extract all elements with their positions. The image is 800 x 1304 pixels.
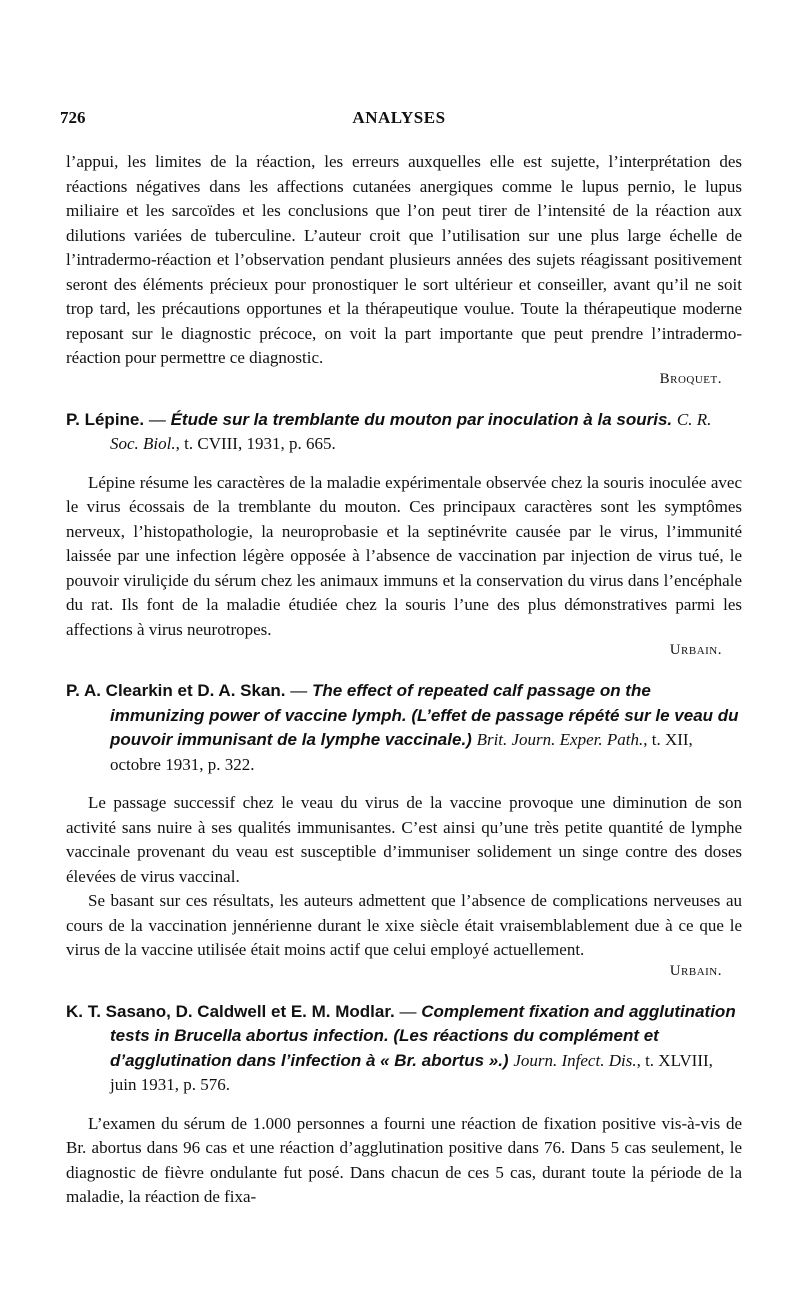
entry-dash: — [144,409,171,429]
entry-paragraph: Lépine résume les caractères de la maladie expérimentale observée chez la souris inoculée avec le virus écossais de la tremblante du mouton. Ces principaux caractères sont les symptômes nerveux, l’histopathologie, la neuroprobasie et la septinévrite causée par le virus, l’immunité laissée par une infection légère opposée à l’absence de vaccination par injection de virus tué, le pouvoir viruliçide du sérum chez les animaux immuns et la conservation du virus dans l’encéphale du rat. Ils font de la maladie étudiée chez la souris l’une des plus démonstratives parmi les affections à virus neurotropes. [66,472,742,639]
entry-title: The effect of repeated calf passage on the immunizing power of vaccine lymph. (L’effet de passage répété sur le veau du pouvoir immunisant de la lymphe vaccinale.) [110,681,739,749]
entry-paragraph: Le passage successif chez le veau du virus de la vaccine provoque une diminution de son activité sans nuire à ses qualités immunisantes. C’est ainsi qu’une très petite quantité de lymphe vaccinale provenant du veau est susceptible d’immuniser solidement un singe contre des doses élevées de virus vaccinal. [66,793,742,886]
entry-dash: — [285,681,312,700]
entry-authors: P. A. Clearkin et D. A. Skan. [66,681,286,700]
entry-reference: , t. XII, octobre 1931, p. 322. [110,730,693,774]
review-entry-clearkin-skan [66,679,742,980]
entry-journal: Journ. Infect. Dis. [513,1050,637,1070]
entry-authors: K. T. Sasano, D. Caldwell et E. M. Modlar. [66,1001,395,1021]
review-entry-lepine [66,408,742,660]
entry-heading [66,1000,742,1098]
entry-signature: Urbain. [669,642,722,658]
entry-reference: , t. CVIII, 1931, p. 665. [175,434,336,453]
page-header [60,108,738,136]
entry-body [66,471,742,660]
intro-paragraph: l’appui, les limites de la réaction, les erreurs auxquelles elle est sujette, l’interprétation des réactions négatives dans les affections cutanées anergiques comme le lupus pernio, le lupus miliaire et les sarcoïdes et les conclusions que l’on peut tirer de l’intensité de la réaction aux dilutions variées de tuberculine. L’auteur croit que l’utilisation sur une plus large échelle de l’intradermo-réaction et l’observation pendant plusieurs années des sujets réagissant positivement seront des éléments précieux pour pronostiquer le sort ultérieur et conseiller, avant qu’il ne soit trop tard, les précautions opportunes et la thérapeutique voulue. Toute la thérapeutique moderne reposant sur le diagnostic précoce, on voit la part importante que peut prendre l’intradermo-réaction pour permettre ce diagnostic. [66,152,742,367]
page-number: 726 [60,108,86,127]
entry-signature: Urbain. [669,962,722,979]
entry-journal: C. R. Soc. Biol. [110,409,712,453]
running-head: ANALYSES [352,108,446,127]
entry-dash: — [394,1001,422,1021]
entry-heading [66,408,742,457]
entry-title: Complement fixation and agglutination tests in Brucella abortus infection. (Les réactions du complément et d’agglutination dans l’infection à « Br. abortus ».) [110,1001,736,1070]
entry-title: Étude sur la tremblante du mouton par inoculation à la souris. [170,409,673,429]
entry-body [66,791,742,980]
entry-reference: , t. XLVIII, juin 1931, p. 576. [110,1050,713,1094]
entry-heading [66,679,742,777]
intro-block [66,150,742,388]
intro-signature: Broquet. [659,370,722,387]
entry-journal: Brit. Journ. Exper. Path. [476,730,644,749]
article-body [66,150,742,1210]
entry-paragraph: Se basant sur ces résultats, les auteurs admettent que l’absence de complications nerveuses au cours de la vaccination jennérienne durant le xixe siècle était vraisemblablement due à ce que le virus de la vaccine utilisée était moins actif que celui employé actuellement. [66,891,742,959]
entry-paragraph: L’examen du sérum de 1.000 personnes a fourni une réaction de fixation positive vis-à-vis de Br. abortus dans 96 cas et une réaction d’agglutination positive dans 76. Dans 5 cas seulement, le diagnostic de fièvre ondulante fut posé. Dans chacun de ces 5 cas, durant toute la période de la maladie, la réaction de fixa- [66,1113,742,1206]
review-entry-sasano [66,1000,742,1210]
entry-body [66,1112,742,1210]
entry-authors: P. Lépine. [66,409,145,429]
